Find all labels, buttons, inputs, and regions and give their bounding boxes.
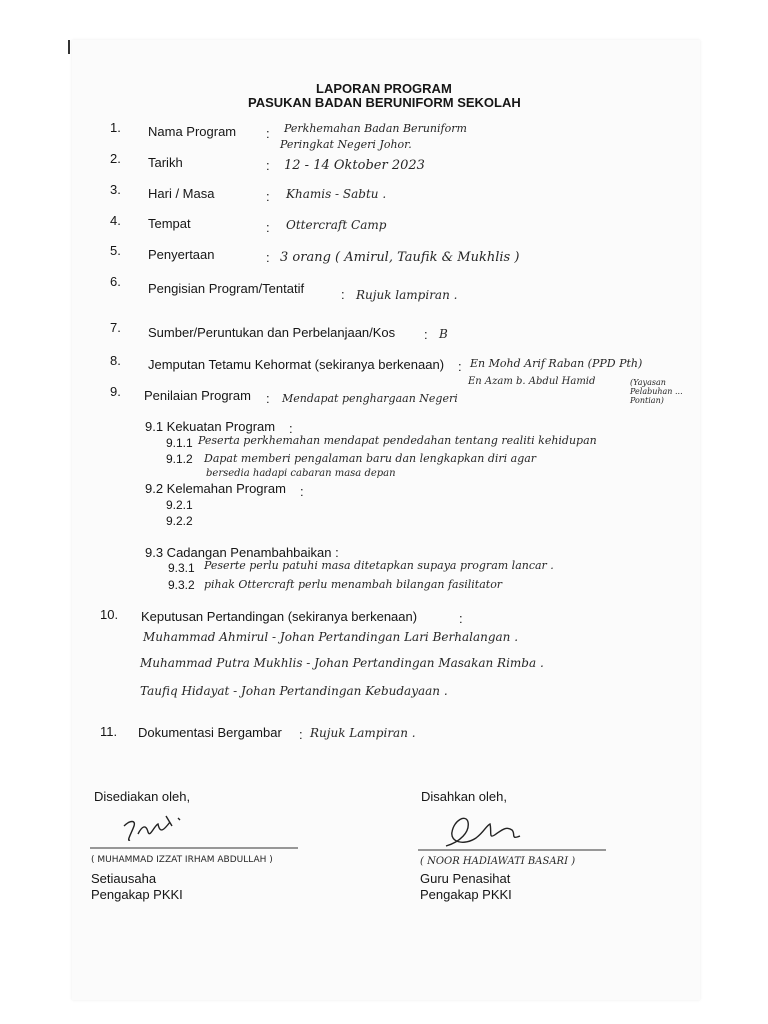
keputusan-heading: Keputusan Pertandingan (sekiranya berkenaan) xyxy=(141,609,418,624)
field-colon: : xyxy=(458,359,462,374)
field-number: 7. xyxy=(110,320,121,335)
approved-by-heading: Disahkan oleh, xyxy=(421,789,507,804)
prepared-by-heading: Disediakan oleh, xyxy=(94,789,191,804)
keputusan-result-1: Muhammad Ahmirul - Johan Pertandingan Lari Berhalangan . xyxy=(143,630,519,644)
cadangan-item-number: 9.3.2 xyxy=(168,578,195,592)
field-colon: : xyxy=(266,250,270,265)
field-colon: : xyxy=(341,287,345,302)
field-label-tarikh: Tarikh xyxy=(148,155,183,170)
field-colon: : xyxy=(266,220,270,235)
kekuatan-heading: 9.1 Kekuatan Program xyxy=(145,419,276,434)
scan-edge-mark xyxy=(68,40,70,54)
dokumentasi-colon: : xyxy=(299,727,303,742)
approver-org: Pengakap PKKI xyxy=(420,887,512,902)
field-value-penilaian: Mendapat penghargaan Negeri xyxy=(282,392,458,405)
keputusan-result-3: Taufiq Hidayat - Johan Pertandingan Kebudayaan . xyxy=(140,684,448,698)
kekuatan-item-text-line2: bersedia hadapi cabaran masa depan xyxy=(206,468,396,479)
preparer-role: Setiausaha xyxy=(91,871,157,886)
field-colon: : xyxy=(266,126,270,141)
field-number: 9. xyxy=(110,384,121,399)
field-number: 1. xyxy=(110,120,121,135)
dokumentasi-value: Rujuk Lampiran . xyxy=(310,726,416,740)
field-colon: : xyxy=(424,327,428,342)
kekuatan-item-number: 9.1.2 xyxy=(166,452,193,466)
field-label-sumber: Sumber/Peruntukan dan Perbelanjaan/Kos xyxy=(148,325,396,340)
field-number: 10. xyxy=(100,607,119,622)
field-value-nama-program: Perkhemahan Badan Beruniform xyxy=(284,122,467,135)
field-value-penyertaan: 3 orang ( Amirul, Taufik & Mukhlis ) xyxy=(280,250,520,265)
field-colon: : xyxy=(266,189,270,204)
field-colon: : xyxy=(266,391,270,406)
keputusan-colon: : xyxy=(459,611,463,626)
cadangan-item-number: 9.3.1 xyxy=(168,561,195,575)
field-value-jemputan-line2: En Azam b. Abdul Hamid xyxy=(468,376,596,387)
field-value-jemputan-note: (Yayasan Pelabuhan ... Pontian) xyxy=(630,378,683,405)
kelemahan-item-number: 9.2.1 xyxy=(166,498,193,512)
field-number: 3. xyxy=(110,182,121,197)
field-number: 6. xyxy=(110,274,121,289)
kelemahan-item-number: 9.2.2 xyxy=(166,514,193,528)
field-number: 2. xyxy=(110,151,121,166)
report-subtitle: PASUKAN BADAN BERUNIFORM SEKOLAH xyxy=(248,95,521,110)
approver-role: Guru Penasihat xyxy=(420,871,511,886)
field-value-jemputan: En Mohd Arif Raban (PPD Pth) xyxy=(470,357,643,370)
field-label-penyertaan: Penyertaan xyxy=(148,247,215,262)
field-number: 8. xyxy=(110,353,121,368)
keputusan-result-2: Muhammad Putra Mukhlis - Johan Pertandingan Masakan Rimba . xyxy=(140,656,544,670)
kekuatan-item-text: Dapat memberi pengalaman baru dan lengkapkan diri agar xyxy=(204,452,537,465)
approver-signature xyxy=(440,812,540,852)
cadangan-item-text: pihak Ottercraft perlu menambah bilangan fasilitator xyxy=(204,578,503,591)
field-value-tempat: Ottercraft Camp xyxy=(286,218,387,232)
field-label-hari-masa: Hari / Masa xyxy=(148,186,215,201)
field-label-pengisian-program: Pengisian Program/Tentatif xyxy=(148,281,305,296)
report-title: LAPORAN PROGRAM xyxy=(316,81,452,96)
cadangan-item-text: Peserte perlu patuhi masa ditetapkan supaya program lancar . xyxy=(204,559,554,572)
kelemahan-colon: : xyxy=(300,484,304,499)
field-number: 5. xyxy=(110,243,121,258)
preparer-signature xyxy=(120,812,190,848)
field-value-sumber: B xyxy=(439,327,448,341)
cadangan-heading: 9.3 Cadangan Penambahbaikan : xyxy=(145,545,339,560)
dokumentasi-label: Dokumentasi Bergambar xyxy=(138,725,282,740)
approver-signature-line xyxy=(418,848,608,852)
field-label-tempat: Tempat xyxy=(148,216,191,231)
field-value-nama-program-line2: Peringkat Negeri Johor. xyxy=(280,138,412,151)
field-number: 4. xyxy=(110,213,121,228)
preparer-org: Pengakap PKKI xyxy=(91,887,183,902)
field-number: 11. xyxy=(100,724,118,739)
preparer-name: ( MUHAMMAD IZZAT IRHAM ABDULLAH ) xyxy=(91,855,273,865)
kekuatan-colon: : xyxy=(289,421,293,436)
kekuatan-item-number: 9.1.1 xyxy=(166,436,193,450)
field-value-hari-masa: Khamis - Sabtu . xyxy=(286,187,387,201)
field-value-tarikh: 12 - 14 Oktober 2023 xyxy=(284,158,425,173)
field-label-penilaian: Penilaian Program xyxy=(144,388,251,403)
field-colon: : xyxy=(266,158,270,173)
field-label-nama-program: Nama Program xyxy=(148,124,237,139)
preparer-signature-line xyxy=(90,846,300,850)
kekuatan-item-text: Peserta perkhemahan mendapat pendedahan tentang realiti kehidupan xyxy=(198,434,597,447)
field-label-jemputan: Jemputan Tetamu Kehormat (sekiranya berkenaan) xyxy=(148,357,445,372)
field-value-pengisian-program: Rujuk lampiran . xyxy=(356,288,458,302)
kelemahan-heading: 9.2 Kelemahan Program xyxy=(145,481,286,496)
approver-name: ( NOOR HADIAWATI BASARI ) xyxy=(420,856,576,867)
